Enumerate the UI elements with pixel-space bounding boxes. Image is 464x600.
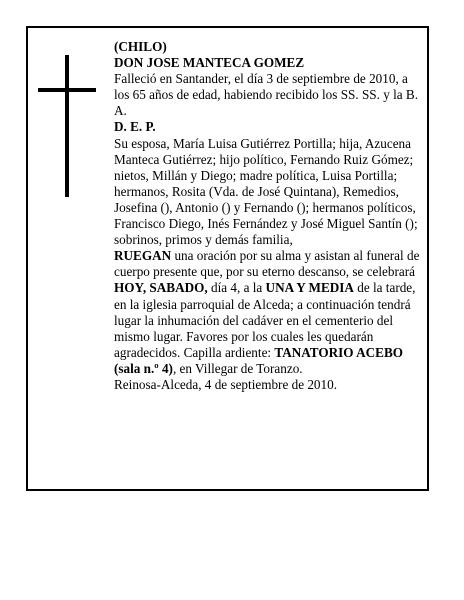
obituary-text [114,39,424,393]
funeral-time: UNA Y MEDIA [265,280,354,296]
nickname: (CHILO) [114,39,167,54]
funeral-request [114,248,424,377]
deceased-name: DON JOSE MANTECA GOMEZ [114,55,305,71]
cross-horizontal-bar [38,88,96,92]
cross-vertical-bar [65,55,69,197]
request-text-2: día 4, a la [207,280,266,296]
funeral-day: HOY, SABADO, [114,280,208,296]
family-list: Su esposa, María Luisa Gutiérrez Portilla; hija, Azucena Manteca Gutiérrez; hijo político, Fernando Ruiz Gómez; nietos, Millán y Diego; madre política, Luisa Portilla; hermanos, Rosita (Vda. de José Quintana), Remedios, Josefina (), Antonio () y Fernando (); hermanos políticos, Francisco Diego, Inés Fernández y José Miguel Santín (); sobrinos, primos y demás familia, [114,135,418,248]
signature-line: Reinosa-Alceda, 4 de septiembre de 2010. [114,376,338,392]
request-text-3: de la tarde, en la iglesia parroquial de Alceda; a continuación tendrá lugar la inhumación del cadáver en el cementerio del mismo lugar. Favores por los cuales les quedarán agradecidos. Capilla ardiente: [114,280,416,360]
death-notice: Falleció en Santander, el día 3 de septiembre de 2010, a los 65 años de edad, habiendo recibido los SS. SS. y la B. A. [114,71,419,119]
chapel-name: TANATORIO ACEBO (sala n.º 4) [114,344,403,376]
request-text-1: una oración por su alma y asistan al funeral de cuerpo presente que, por su eterno descanso, se celebrará [114,248,420,280]
request-text-4: , en Villegar de Toranzo. [172,360,303,376]
request-lead: RUEGAN [114,248,172,264]
rip-line: D. E. P. [114,119,156,135]
